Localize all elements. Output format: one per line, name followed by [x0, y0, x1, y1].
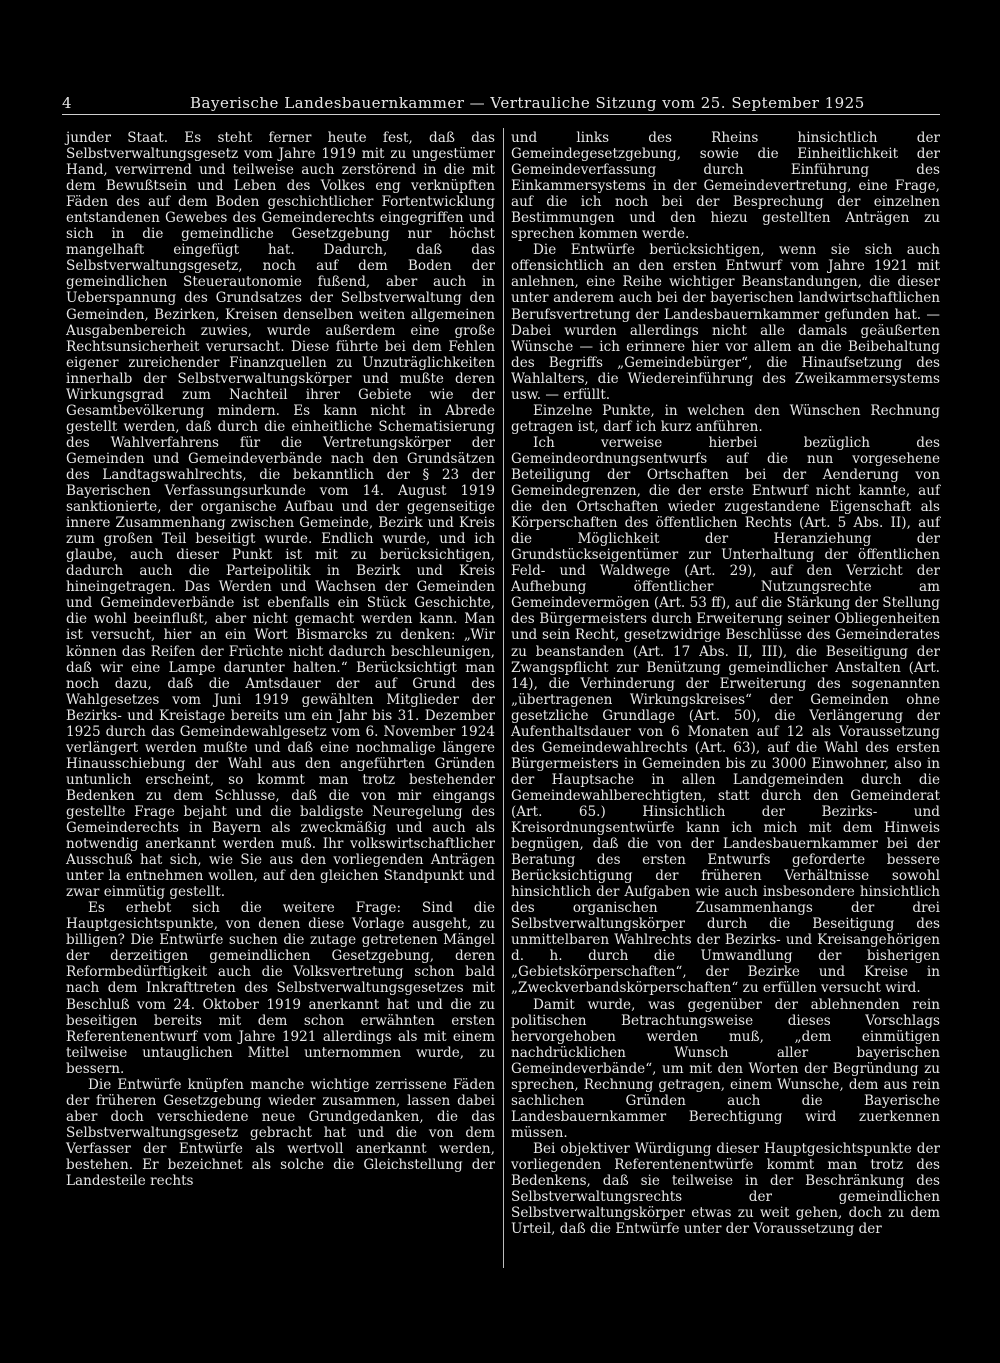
paragraph: Damit wurde, was gegenüber der ablehnenden rein politischen Betrachtungsweise dieses Vorschlags hervorgehoben werden muß, „dem einmütigen nachdrücklichen Wunsch aller bayerischen Gemeindeverbände“, um mit den Worten der Begründung zu sprechen, Rechnung getragen, einem Wunsche, dem aus rein sachlichen Gründen auch die Bayerische Landesbauernkammer Berechtigung wird zuerkennen müssen. [511, 996, 940, 1141]
right-column [511, 130, 940, 1237]
paragraph: Bei objektiver Würdigung dieser Hauptgesichtspunkte der vorliegenden Referentenentwürfe kommt man trotz des Bedenkens, daß sie teilweise in der Beschränkung des Selbstverwaltungsrechts der gemeindlichen Selbstverwaltungskörper etwas zu weit gehen, doch zu dem Urteil, daß die Entwürfe unter der Voraussetzung der [511, 1140, 940, 1238]
paragraph: Einzelne Punkte, in welchen den Wünschen Rechnung getragen ist, darf ich kurz anführen. [511, 402, 940, 435]
paragraph: Es erhebt sich die weitere Frage: Sind die Hauptgesichtspunkte, von denen diese Vorlage ausgeht, zu billigen? Die Entwürfe suchen die zutage getretenen Mängel der derzeitigen gemeindlichen Gesetzgebung, deren Reformbedürftigkeit auch die Volksvertretung schon bald nach dem Inkrafttreten des Selbstverwaltungsgesetzes mit Beschluß vom 24. Oktober 1919 anerkannt hat und die zu beseitigen bereits mit dem schon erwähnten ersten Referentenentwurf vom Jahre 1921 allerdings als mit einem teilweise untauglichen Mittel unternommen wurde, zu bessern. [66, 900, 495, 1077]
column-divider [503, 128, 504, 1268]
page-number: 4 [62, 94, 72, 112]
paragraph: und links des Rheins hinsichtlich der Gemeindegesetzgebung, sowie die Einheitlichkeit der Gemeindeverfassung durch Einführung des Einkammersystems in der Gemeindevertretung, eine Frage, auf die ich noch bei der Besprechung der einzelnen Bestimmungen und den hiezu gestellten Anträgen zu sprechen kommen werde. [511, 130, 940, 243]
header-rule [62, 114, 940, 115]
left-column [66, 130, 495, 1189]
paragraph: Die Entwürfe berücksichtigen, wenn sie sich auch offensichtlich an den ersten Entwurf vom Jahre 1921 mit anlehnen, eine Reihe wichtiger Beanstandungen, die dieser unter anderem auch bei der bayerischen landwirtschaftlichen Berufsvertretung der Landesbauernkammer gefunden hat. — Dabei wurden allerdings nicht alle damals geäußerten Wünsche — ich erinnere hier vor allem an die Beibehaltung des Begriffs „Gemeindebürger“, die Hinaufsetzung des Wahlalters, die Wiedereinführung des Zweikammersystems usw. — erfüllt. [511, 242, 940, 403]
paragraph: Ich verweise hierbei bezüglich des Gemeindeordnungsentwurfs auf die nun vorgesehene Beteiligung der Ortschaften bei der Aenderung von Gemeindegrenzen, die der erste Entwurf nicht kannte, auf die den Ortschaften wieder zugestandene Eigenschaft als Körperschaften des öffentlichen Rechts (Art. 5 Abs. II), auf die Möglichkeit der Heranziehung der Grundstückseigentümer zur Unterhaltung der öffentlichen Feld- und Waldwege (Art. 29), auf den Verzicht der Aufhebung öffentlicher Nutzungsrechte am Gemeindevermögen (Art. 53 ff), auf die Stärkung der Stellung des Bürgermeisters durch Erweiterung seiner Obliegenheiten und sein Recht, gesetzwidrige Beschlüsse des Gemeinderates zu beanstanden (Art. 17 Abs. II, III), die Beseitigung der Zwangspflicht zur Benützung gemeindlicher Anstalten (Art. 14), die Verhinderung der Erweiterung des sogenannten „übertragenen Wirkungskreises“ der Gemeinden ohne gesetzliche Grundlage (Art. 50), die Verlängerung der Aufenthaltsdauer von 6 Monaten auf 12 als Voraussetzung des Gemeindewahlrechts (Art. 63), auf die Wahl des ersten Bürgermeisters in Gemeinden bis zu 3000 Einwohner, also in der Hauptsache in allen Landgemeinden durch die Gemeindewahlberechtigten, statt durch den Gemeinderat (Art. 65.) Hinsichtlich der Bezirks- und Kreisordnungsentwürfe kann ich mich mit dem Hinweis begnügen, daß die von der Landesbauernkammer bei der Beratung des ersten Entwurfs geforderte bessere Berücksichtigung der früheren Verhältnisse sowohl hinsichtlich der Aufgaben wie auch insbesondere hinsichtlich des organischen Zusammenhangs der drei Selbstverwaltungskörper durch die Beseitigung des unmittelbaren Wahlrechts der Bezirks- und Kreisangehörigen d. h. durch die Umwandlung der bisherigen „Gebietskörperschaften“, der Bezirke und Kreise in „Zweckverbandskörperschaften“ zu erfüllen versucht wird. [511, 434, 940, 997]
paragraph: junder Staat. Es steht ferner heute fest, daß das Selbstverwaltungsgesetz vom Jahre 1919 mit zu ungestümer Hand, verwirrend und teilweise auch zerstörend in die mit dem Bewußtsein und Leben des Volkes eng verknüpften Fäden des auf dem Boden geschichtlicher Fortentwicklung entstandenen Gewebes des Gemeinderechts eingegriffen und sich in die gemeindliche Gesetzgebung nur höchst mangelhaft eingefügt hat. Dadurch, daß das Selbstverwaltungsgesetz, noch auf dem Boden der gemeindlichen Steuerautonomie fußend, aber auch in Ueberspannung des Grundsatzes der Selbstverwaltung den Gemeinden, Bezirken, Kreisen denselben weiten allgemeinen Ausgabenbereich zuwies, wurde außerdem eine große Rechtsunsicherheit verursacht. Diese führte bei dem Fehlen eigener zureichender Finanzquellen zu Unzuträglichkeiten innerhalb der Selbstverwaltungskörper und mußte deren Wirkungsgrad zum Nachteil ihrer Gebiete wie der Gesamtbevölkerung mindern. Es kann nicht in Abrede gestellt werden, daß durch die einheitliche Schematisierung des Wahlverfahrens für die Vertretungskörper der Gemeinden und Gemeindeverbände nach den Grundsätzen des Landtagswahlrechts, die bekanntlich der § 23 der Bayerischen Verfassungsurkunde vom 14. August 1919 sanktionierte, der organische Aufbau und der gegenseitige innere Zusammenhang zwischen Gemeinde, Bezirk und Kreis zum großen Teil beseitigt wurde. Endlich wurde, und ich glaube, auch dieser Punkt ist mit zu berücksichtigen, dadurch auch die Parteipolitik in Bezirk und Kreis hineingetragen. Das Werden und Wachsen der Gemeinden und Gemeindeverbände ist ebenfalls ein Stück Geschichte, die wohl beeinflußt, aber nicht gemacht werden kann. Man ist versucht, hier an ein Wort Bismarcks zu denken: „Wir können das Reifen der Früchte nicht dadurch beschleunigen, daß wir eine Lampe darunter halten.“ Berücksichtigt man noch dazu, daß die Amtsdauer der auf Grund des Wahlgesetzes vom Juni 1919 gewählten Mitglieder der Bezirks- und Kreistage bereits um ein Jahr bis 31. Dezember 1925 durch das Gemeindewahlgesetz vom 6. November 1924 verlängert werden mußte und daß eine nochmalige längere Hinausschiebung der Wahl aus den angeführten Gründen untunlich erscheint, so kommt man trotz bestehender Bedenken zu dem Schlusse, daß die von mir eingangs gestellte Frage bejaht und die baldigste Neuregelung des Gemeinderechts in Bayern als zweckmäßig und auch als notwendig anerkannt werden muß. Ihr volkswirtschaftlicher Ausschuß hat sich, wie Sie aus den vorliegenden Anträgen unter la entnehmen wollen, auf den gleichen Standpunkt und zwar einmütig gestellt. [66, 130, 495, 901]
paragraph: Die Entwürfe knüpfen manche wichtige zerrissene Fäden der früheren Gesetzgebung wieder zusammen, lassen dabei aber doch verschiedene neue Grundgedanken, die das Selbstverwaltungsgesetz gebracht hat und die von dem Verfasser der Entwürfe als wertvoll anerkannt werden, bestehen. Er bezeichnet als solche die Gleichstellung der Landesteile rechts [66, 1076, 495, 1190]
running-title: Bayerische Landesbauernkammer — Vertrauliche Sitzung vom 25. September 1925 [190, 94, 865, 112]
